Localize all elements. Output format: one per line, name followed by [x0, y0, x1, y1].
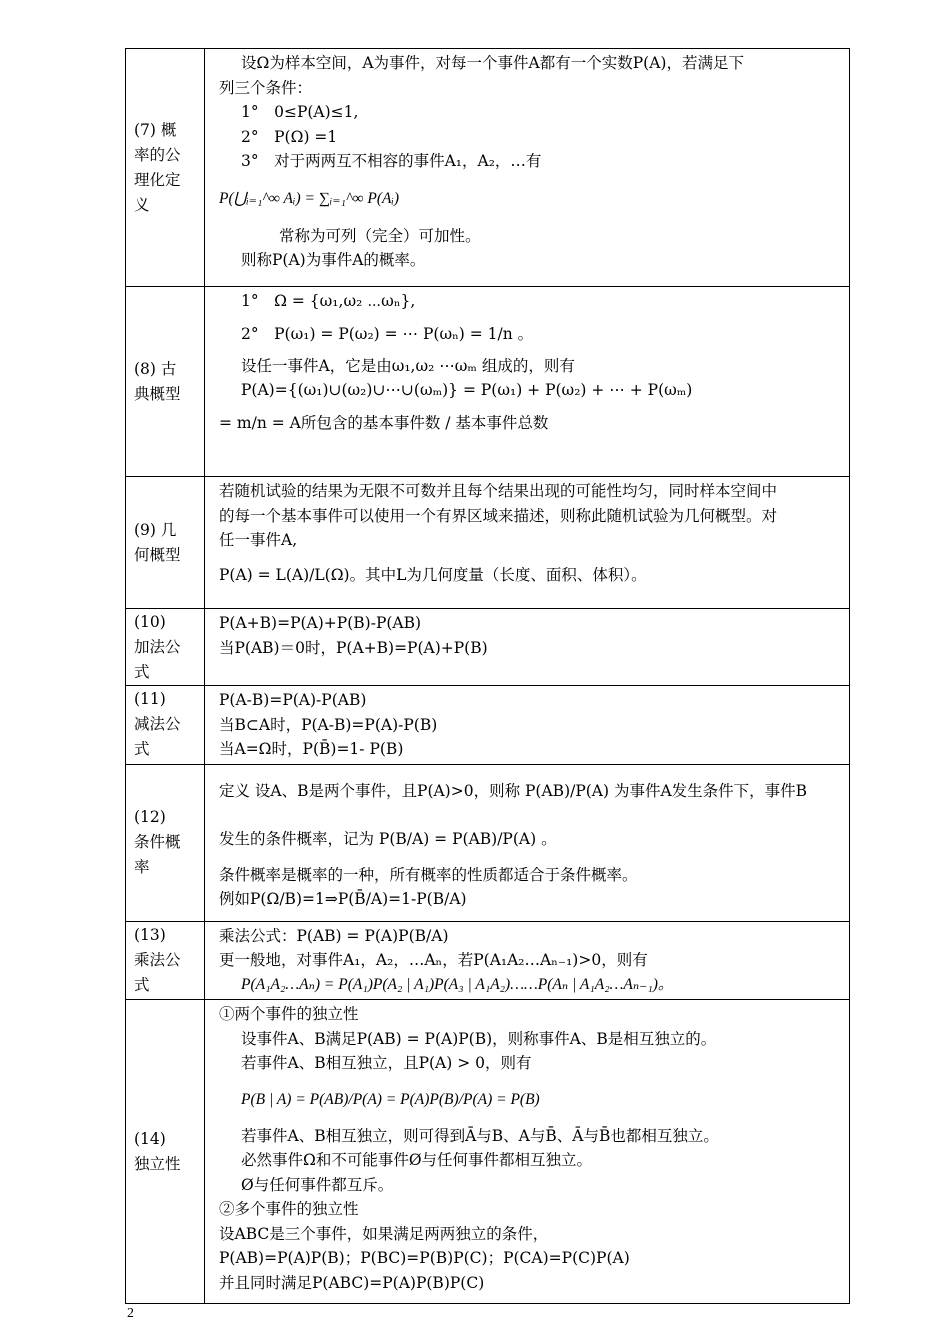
- content-line: P(AB)=P(A)P(B)；P(BC)=P(B)P(C)；P(CA)=P(C)P(A): [219, 1249, 630, 1267]
- content-line: 列三个条件：: [219, 78, 313, 97]
- section-content-13: [205, 921, 850, 1000]
- content-line: 3° 对于两两互不相容的事件A₁，A₂，…有: [241, 152, 542, 170]
- content-line: P(A-B)=P(A)-P(AB): [219, 691, 367, 709]
- content-line: 1° Ω = {ω₁,ω₂ ⋯ωₙ},: [241, 292, 416, 310]
- label-line: 义: [134, 195, 150, 214]
- section-row-11: [126, 686, 850, 765]
- page-number: 2: [127, 1306, 134, 1321]
- independence-formula: P(B | A) = P(AB)/P(A) = P(A)P(B)/P(A) = P(B): [241, 1090, 540, 1108]
- label-line: (7) 概: [134, 120, 177, 139]
- content-line: 设事件A、B满足P(AB) = P(A)P(B)，则称事件A、B是相互独立的。: [241, 1029, 717, 1048]
- content-line: 任一事件A,: [219, 531, 298, 549]
- multiplication-formula: P(A₁A₂…Aₙ) = P(A₁)P(A₂ | A₁)P(A₃ | A₁A₂)……P(Aₙ | A₁A₂…Aₙ₋₁)。: [241, 975, 674, 993]
- geometric-probability-formula: P(A) = L(A)/L(Ω)。其中L为几何度量（长度、面积、体积）。: [219, 565, 647, 584]
- section-label-13: [126, 921, 205, 1000]
- section-content-12: [205, 764, 850, 921]
- content-line: 的每一个基本事件可以使用一个有界区域来描述，则称此随机试验为几何概型。对: [219, 506, 778, 525]
- label-line: (9) 几: [134, 520, 177, 539]
- content-line: 设ABC是三个事件，如果满足两两独立的条件，: [219, 1224, 549, 1243]
- content-line: 若随机试验的结果为无限不可数并且每个结果出现的可能性均匀，同时样本空间中: [219, 482, 778, 500]
- section-label-11: [126, 686, 205, 765]
- label-line: 率: [134, 858, 150, 876]
- label-line: 率的公: [134, 145, 181, 164]
- section-content-9: [205, 477, 850, 609]
- content-line: 若事件A、B相互独立，且P(A) > 0，则有: [241, 1054, 532, 1072]
- content-line: 则称P(A)为事件A的概率。: [241, 251, 426, 269]
- content-line: 设任一事件A，它是由ω₁,ω₂ ⋯ωₘ 组成的，则有: [241, 356, 575, 375]
- classical-probability-formula: P(A)={(ω₁)∪(ω₂)∪⋯∪(ωₘ)} = P(ω₁) + P(ω₂) + ⋯ + P(ωₘ): [241, 381, 693, 399]
- section-label-8: [126, 287, 205, 477]
- content-line: 当B⊂A时，P(A-B)=P(A)-P(B): [219, 715, 438, 734]
- section-row-14: [126, 1000, 850, 1304]
- content-line: Ø与任何事件都互斥。: [241, 1175, 394, 1194]
- content-line: 当P(AB)＝0时，P(A+B)=P(A)+P(B): [219, 638, 488, 657]
- content-line: 条件概率是概率的一种，所有概率的性质都适合于条件概率。: [219, 865, 638, 884]
- label-line: 乘法公: [134, 950, 181, 969]
- label-line: 典概型: [134, 384, 181, 403]
- content-line: P(A+B)=P(A)+P(B)-P(AB): [219, 614, 422, 632]
- label-line: (12): [134, 808, 166, 826]
- content-line: 1° 0≤P(A)≤1,: [241, 103, 359, 121]
- content-line: 当A=Ω时，P(B̄)=1- P(B): [219, 740, 404, 758]
- section-row-12: [126, 764, 850, 921]
- section-row-7: [126, 49, 850, 287]
- content-line: 乘法公式：P(AB) = P(A)P(B/A): [219, 926, 449, 945]
- content-line: 必然事件Ω和不可能事件Ø与任何事件都相互独立。: [241, 1151, 593, 1169]
- section-row-9: [126, 477, 850, 609]
- label-line: 加法公: [134, 637, 181, 656]
- label-line: 式: [134, 740, 150, 759]
- label-line: (8) 古: [134, 359, 177, 378]
- content-line: 例如P(Ω/B)=1⇒P(B̄/A)=1-P(B/A): [219, 890, 467, 908]
- label-line: 独立性: [134, 1154, 181, 1173]
- section-label-12: [126, 764, 205, 921]
- label-line: (13): [134, 925, 166, 944]
- label-line: 减法公: [134, 715, 181, 734]
- label-line: 理化定: [134, 170, 181, 189]
- content-line: 并且同时满足P(ABC)=P(A)P(B)P(C): [219, 1273, 485, 1292]
- content-line: 更一般地，对事件A₁，A₂，…Aₙ，若P(A₁A₂…Aₙ₋₁)>0，则有: [219, 951, 648, 969]
- label-line: (11): [134, 690, 166, 709]
- content-line: 设Ω为样本空间，A为事件，对每一个事件A都有一个实数P(A)，若满足下: [241, 54, 744, 72]
- label-line: 式: [134, 662, 150, 681]
- label-line: 条件概: [134, 833, 181, 851]
- section-content-14: [205, 1000, 850, 1304]
- section-row-13: [126, 921, 850, 1000]
- section-label-9: [126, 477, 205, 609]
- section-label-10: [126, 609, 205, 686]
- conditional-probability-definition: 定义 设A、B是两个事件，且P(A)>0，则称 P(AB)/P(A) 为事件A发生条件下，事件B: [219, 781, 808, 800]
- section-content-10: [205, 609, 850, 686]
- label-line: 何概型: [134, 545, 181, 564]
- label-line: 式: [134, 975, 150, 994]
- label-line: (14): [134, 1129, 166, 1148]
- conditional-probability-formula: 发生的条件概率，记为 P(B/A) = P(AB)/P(A) 。: [219, 829, 557, 848]
- section-row-10: [126, 609, 850, 686]
- content-line: 2° P(Ω) =1: [241, 127, 338, 146]
- section-content-11: [205, 686, 850, 765]
- section-row-8: [126, 287, 850, 477]
- classical-ratio-formula: = m/n = A所包含的基本事件数 / 基本事件总数: [219, 413, 549, 432]
- section-content-7: [205, 49, 850, 287]
- probability-formula-table: [125, 48, 850, 1304]
- label-line: (10): [134, 612, 166, 631]
- content-line: 若事件A、B相互独立，则可得到Ā与B、A与B̄、Ā与B̄也都相互独立。: [241, 1126, 719, 1145]
- section-content-8: [205, 287, 850, 477]
- content-line: ①两个事件的独立性: [219, 1005, 359, 1023]
- section-label-7: [126, 49, 205, 287]
- equal-probability-formula: 2° P(ω₁) = P(ω₂) = ⋯ P(ωₙ) = 1/n 。: [241, 324, 534, 343]
- content-line: ②多个事件的独立性: [219, 1200, 359, 1218]
- countable-additivity-formula: P(⋃ᵢ₌₁^∞ Aᵢ) = ∑ᵢ₌₁^∞ P(Aᵢ): [219, 189, 400, 207]
- content-line: 常称为可列（完全）可加性。: [279, 226, 481, 245]
- section-label-14: [126, 1000, 205, 1304]
